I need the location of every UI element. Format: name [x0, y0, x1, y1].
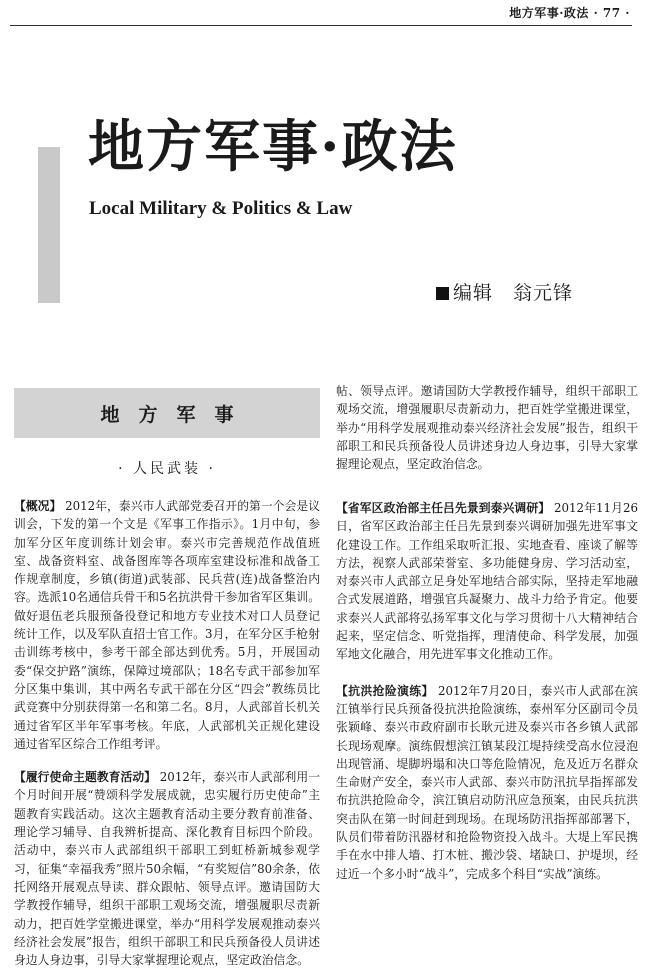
editor-role: 编辑 [453, 282, 494, 304]
article-flood-drill [336, 682, 638, 883]
article-tag: 【省军区政治部主任吕先景到泰兴调研】 [336, 501, 551, 515]
article-tag: 【履行使命主题教育活动】 [14, 770, 157, 785]
right-column [336, 382, 638, 898]
editor-name: 翁元锋 [513, 282, 574, 304]
article-body-continued [336, 272, 638, 290]
section-heading: 地方军事 [100, 403, 253, 426]
article-body: 2012年，泰兴市人武部利用一个月时间开展“赞颂科学发展成就，忠实履行历史使命”主题教育实践活动。这次主题教育活动主要分教育前准备、理论学习辅导、自我辨析提高、深化教育目标四个阶段。活动中，泰兴市人武部组织干部职工到虹桥新城参观学习，征集“幸福我秀”照片50余幅，“有奖短信”80余条，依托网络开展观点导读、群众跟帖、领导点评。邀请国防大学教授作辅导，组织干部职工观场交流，增强履职尽责新动力，把百姓学堂搬进课堂，举办“用科学发展观推动泰兴经济社会发展”报告，组织干部职工和民兵预备役人员讲述身边人身边事，引导大家掌握理论观点，坚定政治信念。 [14, 770, 320, 968]
article-mission-education [14, 768, 320, 968]
article-body: 2012年11月26日，省军区政治部主任吕先景到泰兴调研加强先进军事文化建设工作。工作组采取听汇报、实地查看、座谈了解等方法，视察人武部荣誉室、多功能健身房、学习活动室，对泰兴市人武部立足身处军地结合部实际，坚持走军地融合式发展道路，增强官兵凝聚力、战斗力给予肯定。他要求泰兴人武部将弘扬军事文化与学习贯彻十八大精神结合起来，坚定信念、听党指挥，理清使命、科学发展，加强军地文化融合，用先进军事文化推动工作。 [336, 501, 638, 662]
left-column [14, 497, 320, 968]
article-tag: 【概况】 [14, 499, 62, 513]
page-subtitle-english: Local Military & Politics & Law [89, 198, 353, 219]
article-continuation-text: 帖、领导点评。邀请国防大学教授作辅导，组织干部职工观场交流，增强履职尽责新动力，把百姓学堂搬进课堂，举办“用科学发展观推动泰兴经济社会发展”报告，组织干部职工和民兵预备役人员讲述身边人身边事，引导大家掌握理论观点，坚定政治信念。 [336, 384, 638, 472]
article-tag: 【抗洪抢险演练】 [336, 683, 434, 698]
title-accent-bar [38, 147, 60, 303]
article-body: 2012年7月20日，泰兴市人武部在滨江镇举行民兵预备役抗洪抢险演练，泰州军分区副司令员张颖峰、泰兴市政府副市长耿元进及泰兴市各乡镇人武部长现场观摩。演练假想滨江镇某段江堤持续受高水位浸泡出现管涌、堤脚坍塌和决口等危险情况，危及近万名群众生命财产安全，泰兴市人武部、泰兴市防汛抗旱指挥部发布抗洪抢险命令，滨江镇启动防汛应急预案，由民兵抗洪突击队在第一时间赶到现场。在现场防汛指挥部部署下，队员们带着防汛器材和抢险物资投入战斗。大堤上军民携手在水中排人墙、打木桩、搬沙袋、堵缺口、护堤坝，经过近一个多小时“战斗”，完成多个科目“实战”演练。 [336, 683, 638, 881]
section-heading-box [14, 388, 320, 438]
header-rule [10, 25, 632, 26]
article-inspection-visit [336, 499, 638, 664]
article-overview [14, 497, 320, 753]
page-title: 地方军事·政法 [88, 114, 458, 180]
article-body: 2012年，泰兴市人武部党委召开的第一个会是议训会，下发的第一个文是《军事工作指示》。1月中旬，参加军分区年度训练计划会审。泰兴市完善规范作战值班室、战备资料室、战备图库等各项库室建设标准和战备工作规章制度，乡镇(街道)武装部、民兵营(连)战备整治内容。选派10名通信兵骨干和5名抗洪骨干参加省军区集训。做好退伍老兵服预备役登记和地方专业技术对口人员登记统计工作，以及军队直招士官工作。3月，在军分区手枪射击训练考核中，参考干部全部达到优秀。5月，开展国动委“保交护路”演练，保障过境部队；18名专武干部参加军分区集中集训，其中两名专武干部在分区“四会”教练员比武竞赛中分别获得第一名和第二名。8月，人武部首长机关通过省军区半年军事考核。年底，人武部机关正规化建设通过省军区综合工作组考评。 [14, 499, 320, 751]
running-header: 地方军事·政法 · 77 · [509, 6, 630, 20]
section-subheading: · 人民武装 · [118, 461, 216, 477]
article-mission-education-continued [336, 382, 638, 472]
